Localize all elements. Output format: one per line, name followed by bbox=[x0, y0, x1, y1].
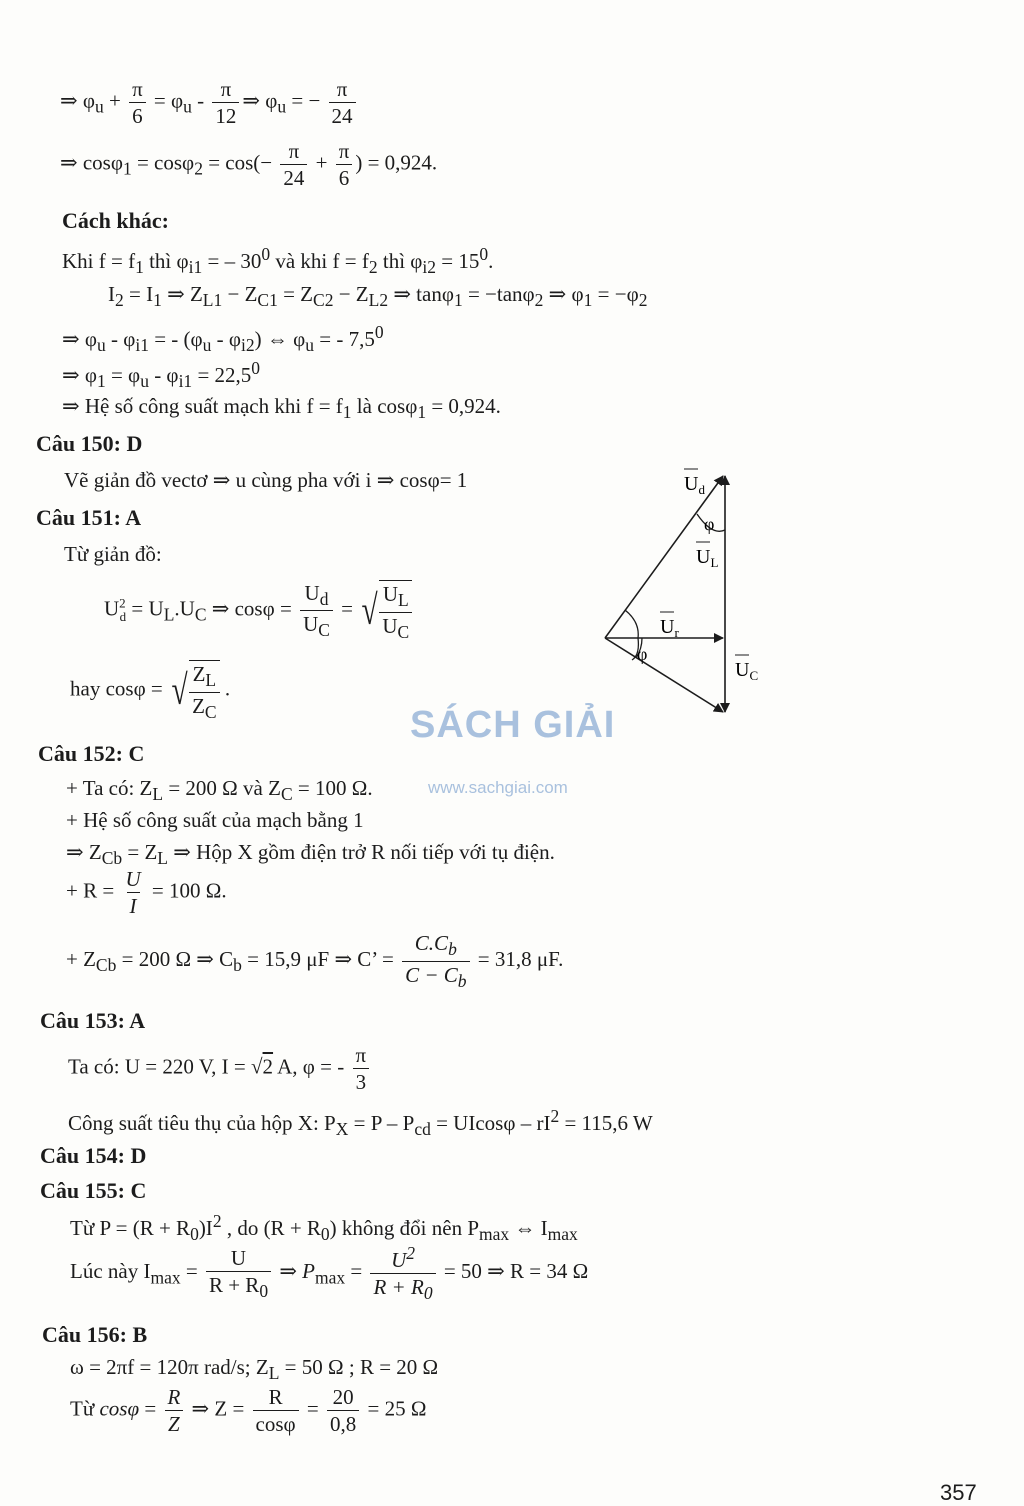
line-29: Từ cosφ = $\frac{R}{Z}$ ⇒ Z = $\frac{R}{\cos\varphi}$ = $\frac{20}{0,8}$ = 25 Ω bbox=[70, 1385, 427, 1437]
line-18: + R = $\frac{U}{I}$ = 100 Ω. bbox=[66, 867, 227, 919]
heading-cau-156: Câu 156: B bbox=[42, 1322, 148, 1347]
heading-cau-150: Câu 150: D bbox=[36, 431, 143, 456]
line-26: Lúc này $I_{max}$ = $\frac{U}{R + R_0}$ ⇒ $P_{max}$ = $\frac{U^2}{R + R_0}$ = 50 ⇒ R = 34 Ω bbox=[70, 1243, 589, 1304]
line-15: + Ta có: $Z_L = 200$ Ω và $Z_C = 100$ Ω. bbox=[66, 776, 373, 805]
line-19: + $Z_{Cb} = 200$ Ω ⇒ $C_b = 15,9$ μF ⇒ C’ = $\frac{C.C_b}{C - C_b}$ = 31,8 μF. bbox=[66, 931, 564, 991]
line-0: ⇒ $\varphi_u$ + $\frac{\pi}{6}$ = $\varphi_u$ - $\frac{\pi}{12}$ ⇒ $\varphi_u$ = − $\frac{\pi}{24}$ bbox=[60, 78, 359, 127]
label-ul: $U_L$ bbox=[696, 546, 719, 570]
label-ud: $U_d$ bbox=[684, 473, 705, 497]
heading-cau-153: Câu 153: A bbox=[40, 1008, 146, 1033]
label-phi-bottom: φ bbox=[637, 644, 648, 664]
vector-u bbox=[605, 638, 723, 712]
line-9: Vẽ giản đồ vectơ ⇒ u cùng pha với i ⇒ cosφ= 1 bbox=[64, 468, 468, 492]
line-13: hay cosφ = √ $\frac{Z_L}{Z_C}$ . bbox=[70, 662, 231, 722]
watermark-logo: SÁCH GIẢI bbox=[410, 704, 616, 746]
line-6: ⇒ $\varphi_1 = \varphi_u - \varphi_{i1} = 22,5^0$ bbox=[62, 358, 261, 392]
line-21: Ta có: U = 220 V, I = √2 A, φ = - $\frac{\pi}{3}$ bbox=[68, 1044, 372, 1093]
line-16: + Hệ số công suất của mạch bằng 1 bbox=[66, 808, 364, 832]
line-28: ω = 2πf = 120π rad/s; $Z_L = 50$ Ω ; R = 20 Ω bbox=[70, 1355, 439, 1384]
watermark-url: www.sachgiai.com bbox=[428, 778, 568, 797]
line-5: ⇒ $\varphi_u - \varphi_{i1}$ = - $(\varphi_u - \varphi_{i2})$ ⇔ $\varphi_u$ = - $7,5^0$ bbox=[62, 322, 384, 356]
line-17: ⇒ $Z_{Cb} = Z_L$ ⇒ Hộp X gồm điện trở R nối tiếp với tụ điện. bbox=[66, 840, 555, 869]
line-4: $I_2 = I_1$ ⇒ $Z_{L1} - Z_{C1} = Z_{C2} - Z_{L2}$ ⇒ tanφ$_1$ = −tanφ$_2$ ⇒ $\varphi_1 = -\varphi_2$ bbox=[108, 282, 648, 311]
heading-cau-154: Câu 154: D bbox=[40, 1143, 147, 1168]
vector-diagram bbox=[580, 460, 780, 720]
line-1: ⇒ cosφ$_1$ = cosφ$_2$ = cos(− $\frac{\pi}{24}$ + $\frac{\pi}{6}$ ) = 0,924. bbox=[60, 139, 438, 191]
line-11: Từ giản đồ: bbox=[64, 542, 162, 566]
heading-cach-khac: Cách khác: bbox=[62, 208, 169, 233]
line-7: ⇒ Hệ số công suất mạch khi $f = f_1$ là cosφ$_1$ = 0,924. bbox=[62, 394, 501, 423]
heading-cau-152: Câu 152: C bbox=[38, 741, 145, 766]
line-12: $U^2_d = U_L.U_C$ ⇒ cosφ = $\frac{U_d}{U_C}$ = √ $\frac{U_L}{U_C}$ bbox=[104, 580, 412, 641]
page-number: 357 bbox=[940, 1480, 977, 1505]
label-phi-top: φ bbox=[704, 514, 715, 534]
line-3: Khi $f = f_1$ thì $\varphi_{i1}$ = – $30^0$ và khi $f = f_2$ thì $\varphi_{i2} = 15^0$. bbox=[62, 244, 494, 278]
line-25: Từ $P = (R + R_0)I^2$ , do $(R + R_0)$ không đổi nên $P_{max}$ ⇔ $I_{max}$ bbox=[70, 1211, 578, 1245]
line-22: Công suất tiêu thụ của hộp X: $P_X = P - P_{cd} = UIcos\varphi - rI^2 = 115,6$ W bbox=[68, 1106, 653, 1140]
heading-cau-155: Câu 155: C bbox=[40, 1178, 147, 1203]
label-ur: $U_r$ bbox=[660, 616, 679, 640]
label-uc: $U_C$ bbox=[735, 659, 759, 683]
heading-cau-151: Câu 151: A bbox=[36, 505, 142, 530]
